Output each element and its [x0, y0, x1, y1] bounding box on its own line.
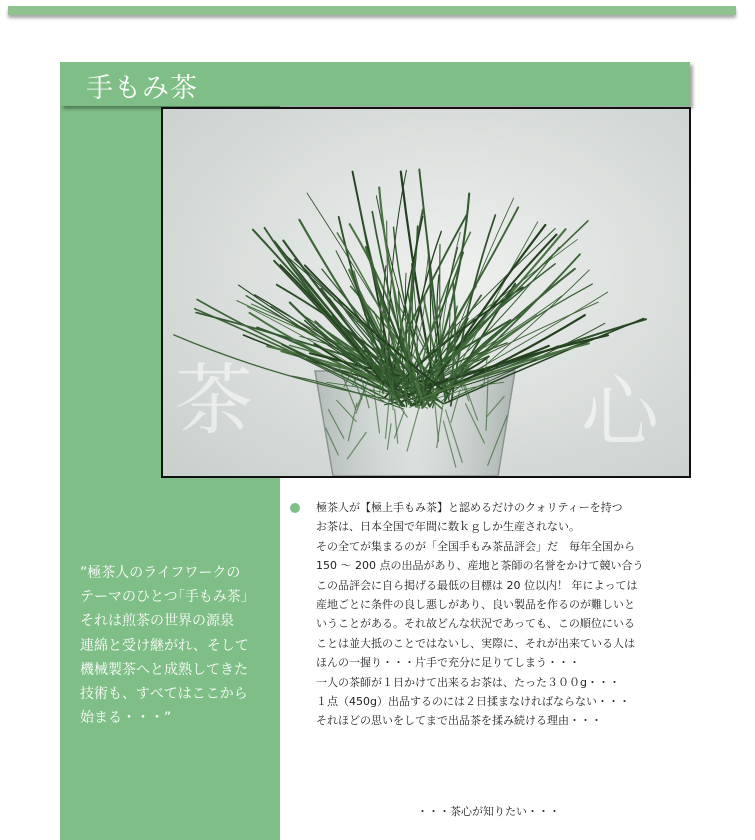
quote-line: 始まる・・・” — [80, 710, 172, 727]
body-line: ことは並大抵のことではないし、実際に、それが出来ている人は — [316, 636, 635, 650]
page-title: 手もみ茶 — [86, 73, 198, 104]
body-line: お茶は、日本全国で年間に数ｋｇしか生産されない。 — [316, 520, 580, 534]
quote-line: ”極茶人のライフワークの — [80, 565, 241, 581]
body-line: ほんの一握り・・・片手で充分に足りてしまう・・・ — [316, 656, 580, 670]
sidebar-quote — [80, 561, 270, 730]
tea-leaves-photo — [161, 107, 691, 478]
overlay-char-right: 心 — [581, 368, 660, 458]
quote-line: 機械製茶へと成熟してきた — [80, 661, 248, 678]
body-line: いうことがある。それ故どんな状況であっても、この順位にいる — [316, 617, 635, 631]
quote-line: それは煎茶の世界の源泉 — [80, 613, 234, 630]
body-line: 極茶人が【極上手もみ茶】と認めるだけのクォリティーを持つ — [316, 501, 623, 514]
quote-line: テーマのひとつ｢手もみ茶｣ — [80, 589, 248, 606]
top-divider — [8, 6, 736, 15]
bullet-dot-icon — [290, 503, 300, 513]
quote-line: 技術も、すべてはここから — [80, 686, 248, 703]
body-line: その全てが集まるのが「全国手もみ茶品評会」だ 毎年全国から — [316, 539, 635, 553]
overlay-char-left: 茶 — [175, 356, 254, 446]
quote-line: 連綿と受け継がれ、そして — [80, 637, 249, 654]
body-line: １点（450g）出品するのには２日揉まなければならない・・・ — [316, 695, 630, 709]
body-line: この品評会に自ら掲げる最低の目標は 20 位以内！ 年によっては — [316, 578, 638, 592]
body-line: 産地ごとに条件の良し悪しがあり、良い製品を作るのが難しいと — [316, 598, 635, 612]
body-line: 150 ～ 200 点の出品があり、産地と茶師の名誉をかけて競い合う — [316, 559, 644, 573]
article-body — [316, 498, 696, 731]
body-line: それほどの思いをしてまで出品茶を揉み続ける理由・・・ — [316, 714, 602, 728]
body-line: 一人の茶師が１日かけて出来るお茶は、たった３００g・・・ — [316, 675, 620, 689]
closing-line: ・・・茶心が知りたい・・・ — [417, 805, 560, 818]
